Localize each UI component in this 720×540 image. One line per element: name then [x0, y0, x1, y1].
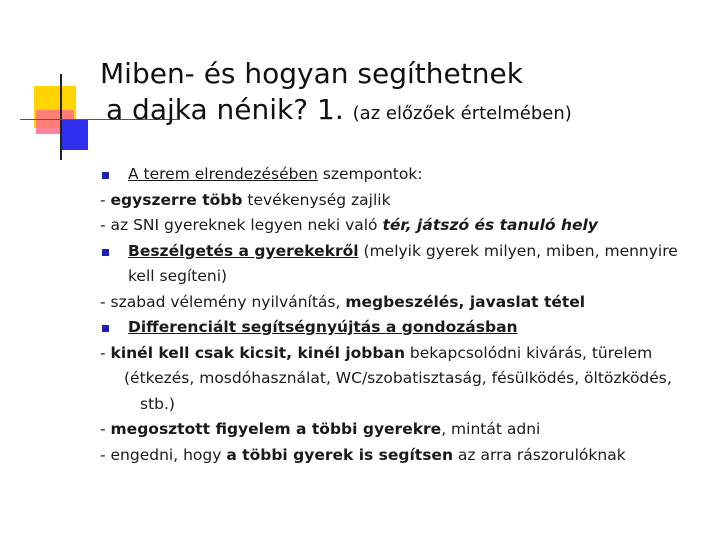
line-text: az arra rászorulóknak	[452, 445, 626, 464]
dash: -	[100, 420, 111, 438]
bold-text: egyszerre több	[110, 190, 243, 209]
list-line-continued: stb.)	[140, 394, 175, 413]
bullet-heading: Differenciált segítségnyújtás a gondozásban	[128, 318, 518, 336]
list-line	[100, 213, 700, 239]
dash: -	[100, 190, 111, 209]
bullet-heading: A terem elrendezésében	[128, 165, 318, 183]
list-line	[100, 188, 700, 214]
title-line-2	[100, 92, 572, 132]
bold-text: megosztott figyelem a többi gyerekre	[110, 420, 442, 438]
bullet-text: (melyik gyerek milyen, miben, mennyire	[358, 241, 678, 260]
square-bullet-icon	[102, 325, 109, 332]
title-line-2-text: a dajka nénik? 1.	[106, 93, 344, 126]
list-line	[100, 290, 700, 316]
bullet-item-differentiated-help	[100, 315, 700, 341]
slide-body	[100, 162, 700, 468]
line-text: - az SNI gyereknek legyen neki való	[100, 216, 383, 234]
decor-vertical-line	[60, 74, 62, 160]
list-line	[100, 417, 700, 443]
square-bullet-icon	[102, 172, 109, 179]
line-text: , mintát adni	[441, 420, 541, 438]
line-text: bekapcsolódni kivárás, türelem	[404, 343, 653, 362]
bold-text: a többi gyerek is segítsen	[226, 445, 453, 464]
bullet-heading: Beszélgetés a gyerekekről	[128, 241, 359, 260]
slide-title	[100, 56, 572, 132]
list-line	[100, 443, 700, 469]
title-subtitle: (az előzőek értelmében)	[352, 103, 572, 124]
line-text: - engedni, hogy	[100, 445, 227, 464]
title-line-1: Miben- és hogyan segíthetnek	[100, 57, 523, 90]
list-line	[100, 341, 700, 367]
line-text: - szabad vélemény nyilvánítás,	[100, 292, 346, 311]
bold-italic-text: tér, játszó és tanuló hely	[382, 216, 598, 234]
bold-text: megbeszélés, javaslat tétel	[345, 292, 586, 311]
dash: -	[100, 343, 111, 362]
square-bullet-icon	[102, 249, 109, 256]
bullet-item-discussion	[100, 239, 700, 290]
decor-blue-square	[62, 120, 88, 150]
bullet-text-continued: kell segíteni)	[128, 267, 228, 285]
bullet-text: szempontok:	[317, 165, 423, 183]
list-line-continued: (étkezés, mosdóhasználat, WC/szobatisztaság, fésülködés, öltözködés,	[124, 369, 672, 387]
bold-text: kinél kell csak kicsit, kinél jobban	[110, 343, 405, 362]
line-text: tevékenység zajlik	[242, 190, 391, 209]
bullet-item-room-layout	[100, 162, 700, 188]
